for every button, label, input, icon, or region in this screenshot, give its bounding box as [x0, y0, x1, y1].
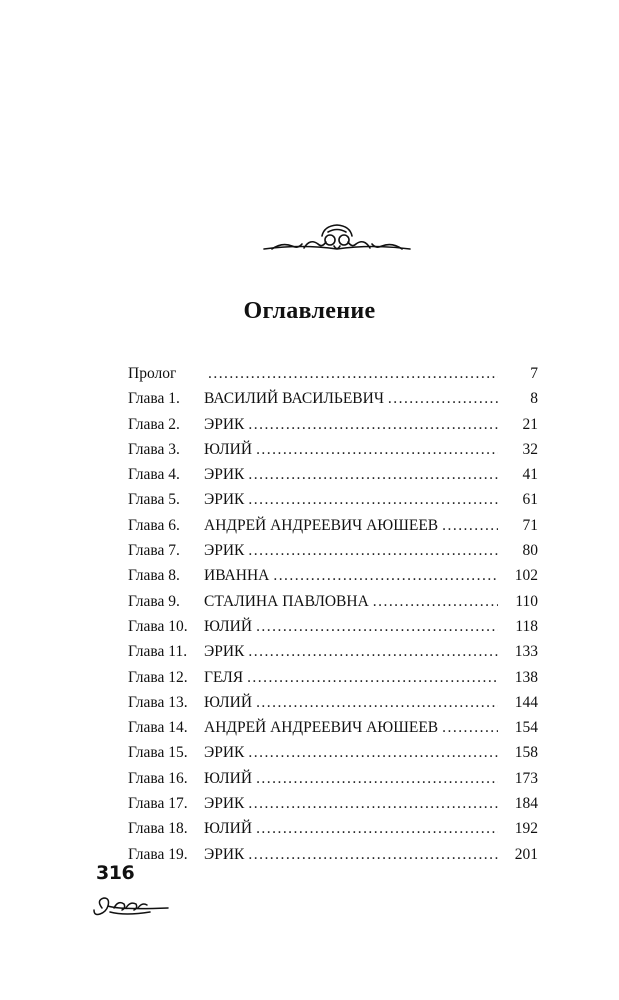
toc-entry — [128, 416, 538, 441]
toc-entry — [128, 643, 538, 668]
toc-page-number: 118 — [515, 617, 538, 635]
toc-chapter-label: Пролог — [128, 365, 177, 382]
decorative-flourish-icon — [262, 222, 412, 258]
toc-page-number: 21 — [522, 415, 538, 433]
toc-dot-leader — [248, 416, 498, 434]
toc-entry — [128, 820, 538, 845]
toc-page-number: 61 — [522, 491, 538, 509]
toc-chapter-title: ЭРИК — [204, 466, 245, 484]
toc-chapter-label: Глава 1. — [128, 390, 180, 408]
toc-entry — [128, 517, 538, 542]
toc-page-number: 71 — [522, 516, 538, 534]
toc-page-number: 8 — [530, 390, 538, 408]
toc-entry — [128, 365, 538, 390]
toc-chapter-title: СТАЛИНА ПАВЛОВНА — [204, 592, 369, 610]
toc-page-number: 192 — [514, 820, 538, 838]
toc-chapter-title: ЭРИК — [204, 845, 245, 863]
toc-page-number: 102 — [514, 567, 538, 585]
toc-dot-leader — [248, 795, 498, 813]
toc-dot-leader — [388, 390, 498, 408]
toc-page-number: 173 — [514, 769, 538, 787]
toc-dot-leader — [256, 820, 498, 838]
toc-chapter-label: Глава 4. — [128, 466, 180, 484]
toc-chapter-title: ВАСИЛИЙ ВАСИЛЬЕВИЧ — [204, 390, 384, 408]
toc-page-number: 133 — [514, 643, 538, 661]
toc-entry — [128, 567, 538, 592]
toc-dot-leader — [256, 618, 498, 636]
toc-chapter-title: ИВАННА — [204, 567, 270, 585]
toc-page-number: 7 — [530, 365, 538, 382]
page-title: Оглавление — [243, 298, 376, 324]
toc-chapter-label: Глава 3. — [128, 440, 180, 458]
toc-page-number: 41 — [522, 466, 538, 484]
toc-entry — [128, 694, 538, 719]
toc-chapter-title: АНДРЕЙ АНДРЕЕВИЧ АЮШЕЕВ — [204, 516, 439, 534]
toc-chapter-label: Глава 12. — [128, 668, 188, 686]
toc-chapter-title: АНДРЕЙ АНДРЕЕВИЧ АЮШЕЕВ — [204, 719, 439, 737]
toc-page-number: 158 — [514, 744, 538, 762]
toc-chapter-label: Глава 2. — [128, 415, 180, 433]
toc-chapter-label: Глава 6. — [128, 516, 180, 534]
toc-dot-leader — [273, 567, 498, 585]
toc-chapter-label: Глава 13. — [128, 693, 188, 711]
toc-chapter-label: Глава 10. — [128, 617, 188, 635]
toc-entry — [128, 770, 538, 795]
toc-dot-leader — [256, 441, 498, 459]
toc-chapter-label: Глава 7. — [128, 542, 180, 560]
toc-entry — [128, 744, 538, 769]
toc-dot-leader — [442, 517, 498, 535]
toc-dot-leader — [442, 719, 498, 737]
toc-chapter-title: ЭРИК — [204, 491, 245, 509]
toc-chapter-title: ЭРИК — [204, 542, 245, 560]
toc-dot-leader — [248, 846, 498, 864]
toc-page-number: 110 — [515, 592, 538, 610]
toc-entry — [128, 390, 538, 415]
toc-chapter-title: ЭРИК — [204, 795, 245, 813]
toc-dot-leader — [248, 744, 498, 762]
toc-dot-leader — [248, 466, 498, 484]
toc-dot-leader — [248, 491, 498, 509]
table-of-contents — [128, 365, 538, 871]
toc-chapter-title: ЭРИК — [204, 744, 245, 762]
toc-chapter-title: ЭРИК — [204, 415, 245, 433]
toc-page-number: 154 — [514, 719, 538, 737]
toc-chapter-label: Глава 11. — [128, 643, 188, 661]
toc-entry — [128, 719, 538, 744]
toc-dot-leader — [256, 694, 498, 712]
toc-entry — [128, 542, 538, 567]
toc-dot-leader — [208, 365, 498, 383]
toc-page-number: 144 — [514, 693, 538, 711]
decorative-flourish-icon — [90, 890, 170, 926]
toc-page-number: 201 — [514, 845, 538, 863]
toc-chapter-title: ЮЛИЙ — [204, 440, 253, 458]
toc-chapter-label: Глава 18. — [128, 820, 188, 838]
toc-entry — [128, 618, 538, 643]
toc-dot-leader — [247, 669, 498, 687]
toc-page-number: 32 — [522, 440, 538, 458]
toc-dot-leader — [256, 770, 498, 788]
toc-chapter-label: Глава 19. — [128, 845, 188, 863]
toc-chapter-title: ГЕЛЯ — [204, 668, 244, 686]
toc-entry — [128, 846, 538, 871]
toc-chapter-title: ЮЛИЙ — [204, 617, 253, 635]
toc-chapter-title: ЮЛИЙ — [204, 820, 253, 838]
toc-chapter-label: Глава 8. — [128, 567, 180, 585]
toc-dot-leader — [373, 593, 498, 611]
toc-dot-leader — [248, 643, 498, 661]
toc-entry — [128, 669, 538, 694]
toc-chapter-label: Глава 16. — [128, 769, 188, 787]
toc-chapter-label: Глава 9. — [128, 592, 180, 610]
toc-chapter-title: ЭРИК — [204, 643, 245, 661]
toc-page-number: 80 — [522, 542, 538, 560]
toc-entry — [128, 491, 538, 516]
toc-entry — [128, 593, 538, 618]
page-number: 316 — [96, 862, 135, 884]
toc-chapter-label: Глава 14. — [128, 719, 188, 737]
toc-dot-leader — [248, 542, 498, 560]
toc-page-number: 138 — [514, 668, 538, 686]
toc-chapter-label: Глава 15. — [128, 744, 188, 762]
toc-page-number: 184 — [514, 795, 538, 813]
toc-entry — [128, 441, 538, 466]
toc-chapter-title: ЮЛИЙ — [204, 693, 253, 711]
toc-chapter-title: ЮЛИЙ — [204, 769, 253, 787]
toc-chapter-label: Глава 17. — [128, 795, 188, 813]
toc-entry — [128, 466, 538, 491]
toc-entry — [128, 795, 538, 820]
toc-chapter-label: Глава 5. — [128, 491, 180, 509]
